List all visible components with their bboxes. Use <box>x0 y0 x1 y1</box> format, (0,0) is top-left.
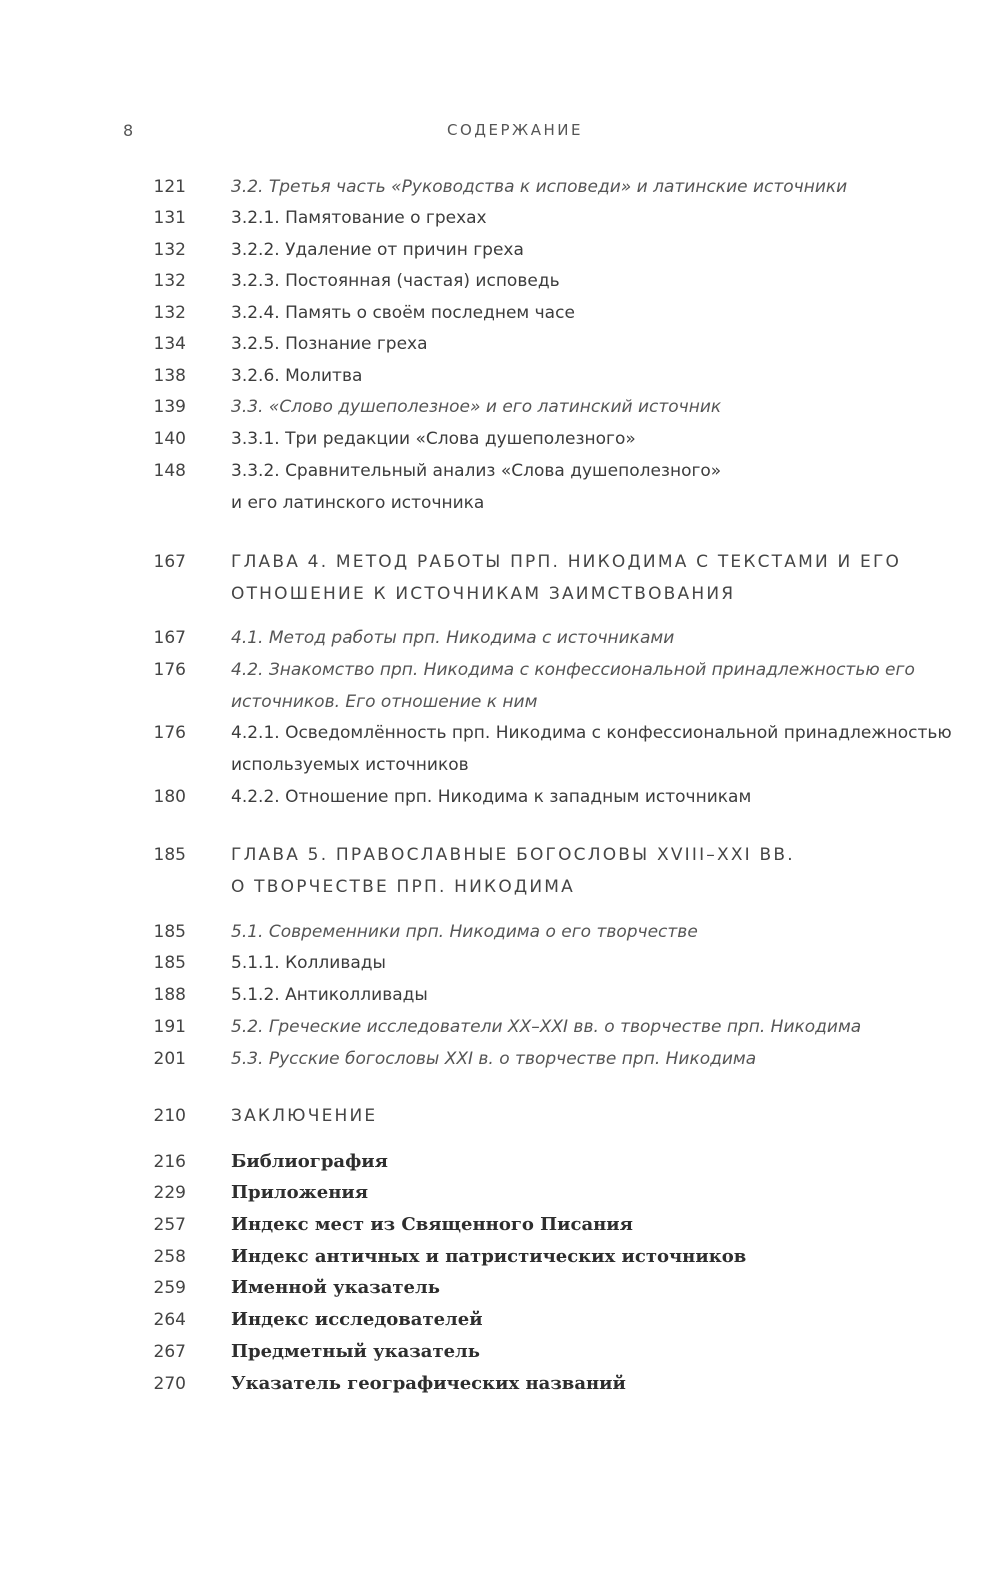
toc-title-line: Приложения <box>231 1182 369 1203</box>
toc-page-number: 131 <box>153 208 186 228</box>
toc-title-line: ГЛАВА 5. ПРАВОСЛАВНЫЕ БОГОСЛОВЫ XVIII–XXI ВВ. <box>231 845 795 865</box>
toc-title-line: 4.1. Метод работы прп. Никодима с источниками <box>231 628 675 648</box>
toc-title-line: Индекс античных и патристических источников <box>231 1246 747 1267</box>
toc-page-number: 185 <box>153 953 186 973</box>
toc-title-line: 3.3.1. Три редакции «Слова душеполезного» <box>231 429 636 449</box>
toc-page-number: 121 <box>153 177 186 197</box>
toc-title <box>231 916 911 948</box>
toc-title <box>231 979 911 1011</box>
toc-title-line: Индекс мест из Священного Писания <box>231 1214 633 1235</box>
toc-page-number: 191 <box>153 1017 186 1037</box>
toc-title-line: 3.2.6. Молитва <box>231 366 363 386</box>
toc-title-line: 3.2.2. Удаление от причин греха <box>231 240 524 260</box>
toc-title-line: ЗАКЛЮЧЕНИЕ <box>231 1106 378 1126</box>
toc-title-line: 3.2.1. Памятование о грехах <box>231 208 487 228</box>
toc-title <box>231 1304 911 1336</box>
toc-title <box>231 328 911 360</box>
toc-page-number: 185 <box>153 845 186 865</box>
running-head: СОДЕРЖАНИЕ <box>447 121 583 139</box>
toc-title <box>231 297 911 329</box>
toc-title <box>231 234 911 266</box>
toc-title-line: 5.3. Русские богословы XXI в. о творчестве прп. Никодима <box>231 1049 757 1069</box>
toc-title-line: Индекс исследователей <box>231 1309 483 1330</box>
toc-page-number: 229 <box>153 1183 186 1203</box>
toc-title <box>231 1100 911 1132</box>
toc-title <box>231 781 911 813</box>
toc-title-line: 5.1. Современники прп. Никодима о его творчестве <box>231 922 698 942</box>
toc-page-number: 132 <box>153 240 186 260</box>
toc-page-number: 140 <box>153 429 186 449</box>
toc-title-line: 5.2. Греческие исследователи XX–XXI вв. о творчестве прп. Никодима <box>231 1017 862 1037</box>
toc-page-number: 176 <box>153 660 186 680</box>
toc-page-number: 134 <box>153 334 186 354</box>
toc-page-number: 185 <box>153 922 186 942</box>
toc-title-line: используемых источников <box>231 755 469 775</box>
toc-title <box>231 546 911 610</box>
toc-title-line: 3.2. Третья часть «Руководства к исповеди» и латинские источники <box>231 177 848 197</box>
toc-page-number: 139 <box>153 397 186 417</box>
toc-title <box>231 1241 911 1273</box>
toc-title-line: 3.3. «Слово душеполезное» и его латинский источник <box>231 397 722 417</box>
toc-page-number: 216 <box>153 1152 186 1172</box>
toc-title-line: 4.2.1. Осведомлённость прп. Никодима с конфессиональной принадлежностью <box>231 723 952 743</box>
toc-page-number: 167 <box>153 628 186 648</box>
toc-page-number: 176 <box>153 723 186 743</box>
toc-title <box>231 1146 911 1178</box>
toc-page-number: 148 <box>153 461 186 481</box>
toc-title-line: О ТВОРЧЕСТВЕ ПРП. НИКОДИМА <box>231 877 575 897</box>
toc-page-number: 267 <box>153 1342 186 1362</box>
toc-title <box>231 423 911 455</box>
toc-title-line: Предметный указатель <box>231 1341 480 1362</box>
toc-page-number: 210 <box>153 1106 186 1126</box>
toc-title <box>231 391 911 423</box>
toc-title <box>231 455 911 519</box>
toc-title-line: и его латинского источника <box>231 493 485 513</box>
toc-title-line: Указатель географических названий <box>231 1373 626 1394</box>
toc-title <box>231 947 911 979</box>
toc-page-number: 264 <box>153 1310 186 1330</box>
toc-title <box>231 1368 911 1400</box>
page-number: 8 <box>123 121 134 140</box>
toc-title-line: 5.1.2. Антиколливады <box>231 985 428 1005</box>
toc-title <box>231 1272 911 1304</box>
toc-title-line: 3.2.5. Познание греха <box>231 334 428 354</box>
toc-title <box>231 265 911 297</box>
toc-page-number: 257 <box>153 1215 186 1235</box>
toc-page-number: 188 <box>153 985 186 1005</box>
toc-page-number: 201 <box>153 1049 186 1069</box>
toc-page-number: 258 <box>153 1247 186 1267</box>
toc-page-number: 167 <box>153 552 186 572</box>
toc-title <box>231 202 911 234</box>
toc-title <box>231 654 915 718</box>
toc-title <box>231 1011 911 1043</box>
toc-title-line: 4.2. Знакомство прп. Никодима с конфессиональной принадлежностью его <box>231 660 915 680</box>
toc-title <box>231 839 911 903</box>
toc-title-line: ГЛАВА 4. МЕТОД РАБОТЫ ПРП. НИКОДИМА С ТЕКСТАМИ И ЕГО <box>231 552 902 572</box>
toc-title-line: 3.2.3. Постоянная (частая) исповедь <box>231 271 560 291</box>
toc-page-number: 259 <box>153 1278 186 1298</box>
toc-title <box>231 1043 911 1075</box>
toc-title-line: 3.3.2. Сравнительный анализ «Слова душеполезного» <box>231 461 722 481</box>
toc-page-number: 138 <box>153 366 186 386</box>
toc-title-line: Библиография <box>231 1151 388 1172</box>
toc-page-number: 180 <box>153 787 186 807</box>
toc-title <box>231 717 952 781</box>
toc-title <box>231 1336 911 1368</box>
toc-page-number: 132 <box>153 303 186 323</box>
toc-page-number: 132 <box>153 271 186 291</box>
toc-title-line: источников. Его отношение к ним <box>231 692 538 712</box>
toc-title-line: 4.2.2. Отношение прп. Никодима к западным источникам <box>231 787 752 807</box>
toc-title <box>231 171 911 203</box>
toc-title <box>231 622 911 654</box>
toc-title <box>231 1209 911 1241</box>
toc-title-line: ОТНОШЕНИЕ К ИСТОЧНИКАМ ЗАИМСТВОВАНИЯ <box>231 584 736 604</box>
toc-title <box>231 1177 911 1209</box>
toc-title-line: 5.1.1. Колливады <box>231 953 386 973</box>
toc-title-line: 3.2.4. Память о своём последнем часе <box>231 303 575 323</box>
toc-title-line: Именной указатель <box>231 1277 440 1298</box>
toc-title <box>231 360 911 392</box>
toc-page-number: 270 <box>153 1374 186 1394</box>
